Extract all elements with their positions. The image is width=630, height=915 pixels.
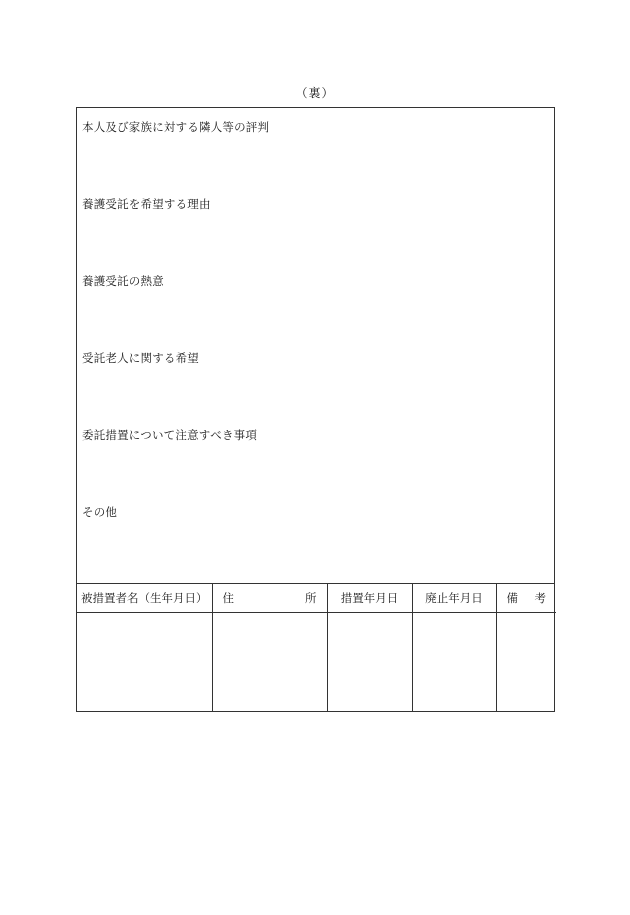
cell-address[interactable] [212, 612, 327, 711]
form-frame [76, 107, 555, 712]
column-header-remarks [496, 584, 556, 612]
table-row [77, 612, 556, 711]
section-label: 本人及び家族に対する隣人等の評判 [82, 120, 270, 134]
free-text-sections [77, 108, 554, 584]
section-reason-for-request[interactable] [77, 185, 554, 262]
section-label: 養護受託の熱意 [82, 274, 164, 288]
section-wishes[interactable] [77, 339, 554, 416]
section-label: 委託措置について注意すべき事項 [82, 428, 258, 442]
column-header-address [212, 584, 327, 612]
section-label: 受託老人に関する希望 [82, 351, 199, 365]
column-header-end-date: 廃止年月日 [412, 584, 496, 612]
section-enthusiasm[interactable] [77, 262, 554, 339]
section-label: その他 [82, 505, 118, 519]
cell-remarks[interactable] [496, 612, 556, 711]
column-header-address-char-1: 住 [222, 590, 234, 605]
column-header-remarks-char-1: 備 [506, 590, 518, 605]
section-neighbor-reputation[interactable] [77, 108, 554, 185]
cell-end-date[interactable] [412, 612, 496, 711]
table-header-row [77, 584, 556, 612]
cell-name[interactable] [77, 612, 212, 711]
column-header-name: 被措置者名（生年月日） [77, 584, 212, 612]
placement-record-table [77, 584, 556, 711]
section-label: 養護受託を希望する理由 [82, 197, 211, 211]
page-heading: （裏） [295, 86, 335, 100]
section-notes[interactable] [77, 416, 554, 493]
column-header-address-char-2: 所 [305, 590, 317, 605]
cell-start-date[interactable] [327, 612, 412, 711]
section-other[interactable] [77, 493, 554, 584]
column-header-start-date: 措置年月日 [327, 584, 412, 612]
column-header-remarks-char-2: 考 [534, 590, 546, 605]
